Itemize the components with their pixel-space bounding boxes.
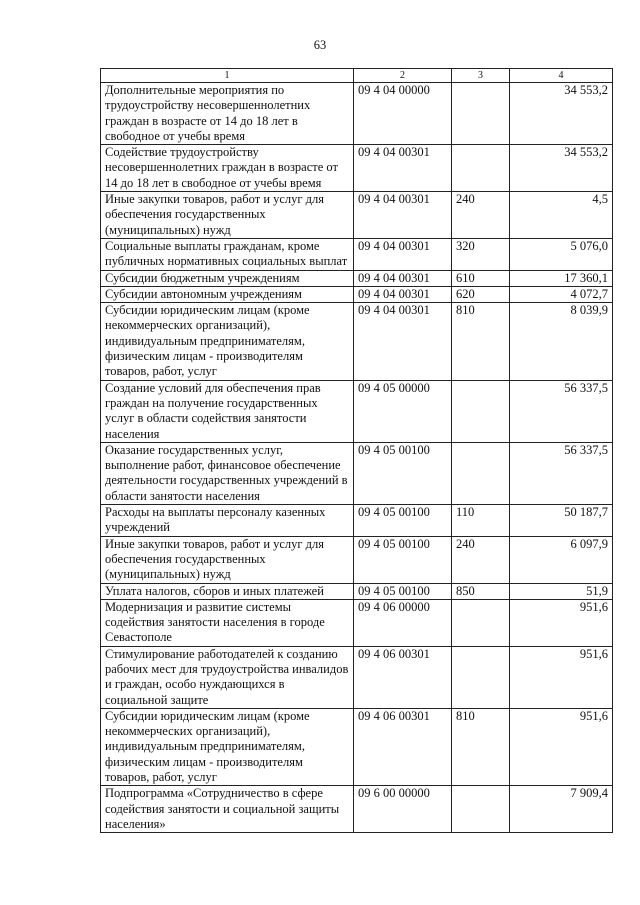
row-code: 09 4 05 00100 bbox=[354, 442, 452, 504]
column-header-2: 2 bbox=[354, 69, 452, 83]
row-code: 09 4 06 00301 bbox=[354, 708, 452, 785]
row-type: 850 bbox=[452, 583, 510, 599]
row-name: Социальные выплаты гражданам, кроме публичных нормативных социальных выплат bbox=[101, 238, 354, 270]
column-header-1: 1 bbox=[101, 69, 354, 83]
row-type bbox=[452, 646, 510, 708]
row-amount: 50 187,7 bbox=[510, 505, 613, 537]
column-header-4: 4 bbox=[510, 69, 613, 83]
row-name: Дополнительные мероприятия по трудоустройству несовершеннолетних граждан в возрасте от 14 до 18 лет в свободное от учебы время bbox=[101, 83, 354, 145]
row-code: 09 4 04 00000 bbox=[354, 83, 452, 145]
row-code: 09 4 04 00301 bbox=[354, 145, 452, 192]
row-type bbox=[452, 599, 510, 646]
row-amount: 51,9 bbox=[510, 583, 613, 599]
row-name: Модернизация и развитие системы содействия занятости населения в городе Севастополе bbox=[101, 599, 354, 646]
row-amount: 951,6 bbox=[510, 599, 613, 646]
row-amount: 17 360,1 bbox=[510, 270, 613, 286]
row-type: 810 bbox=[452, 708, 510, 785]
row-code: 09 4 04 00301 bbox=[354, 270, 452, 286]
row-code: 09 6 00 00000 bbox=[354, 786, 452, 833]
page-number: 63 bbox=[313, 38, 327, 52]
row-code: 09 4 04 00301 bbox=[354, 303, 452, 380]
row-type bbox=[452, 83, 510, 145]
row-amount: 951,6 bbox=[510, 646, 613, 708]
row-code: 09 4 06 00000 bbox=[354, 599, 452, 646]
row-amount: 6 097,9 bbox=[510, 536, 613, 583]
budget-table bbox=[100, 68, 613, 833]
row-type bbox=[452, 786, 510, 833]
row-name: Иные закупки товаров, работ и услуг для обеспечения государственных (муниципальных) нужд bbox=[101, 192, 354, 239]
table-row bbox=[101, 646, 613, 708]
row-code: 09 4 05 00000 bbox=[354, 380, 452, 442]
row-name: Субсидии юридическим лицам (кроме некоммерческих организаций), индивидуальным предпринимателям, физическим лицам - производителям товаров, работ, услуг bbox=[101, 303, 354, 380]
row-type: 240 bbox=[452, 192, 510, 239]
row-amount: 56 337,5 bbox=[510, 380, 613, 442]
row-name: Создание условий для обеспечения прав граждан на получение государственных услуг в области содействия занятости населения bbox=[101, 380, 354, 442]
row-amount: 34 553,2 bbox=[510, 83, 613, 145]
table-row bbox=[101, 83, 613, 145]
column-header-3: 3 bbox=[452, 69, 510, 83]
row-code: 09 4 05 00100 bbox=[354, 505, 452, 537]
row-name: Уплата налогов, сборов и иных платежей bbox=[101, 583, 354, 599]
table-row bbox=[101, 505, 613, 537]
row-amount: 4,5 bbox=[510, 192, 613, 239]
row-code: 09 4 05 00100 bbox=[354, 536, 452, 583]
row-name: Содействие трудоустройству несовершеннолетних граждан в возрасте от 14 до 18 лет в свободное от учебы время bbox=[101, 145, 354, 192]
row-amount: 8 039,9 bbox=[510, 303, 613, 380]
row-amount: 5 076,0 bbox=[510, 238, 613, 270]
table-row bbox=[101, 286, 613, 302]
row-code: 09 4 05 00100 bbox=[354, 583, 452, 599]
row-type bbox=[452, 145, 510, 192]
row-code: 09 4 04 00301 bbox=[354, 286, 452, 302]
row-name: Субсидии юридическим лицам (кроме некоммерческих организаций), индивидуальным предпринимателям, физическим лицам - производителям товаров, работ, услуг bbox=[101, 708, 354, 785]
row-name: Подпрограмма «Сотрудничество в сфере содействия занятости и социальной защиты населения» bbox=[101, 786, 354, 833]
table-row bbox=[101, 536, 613, 583]
table-row bbox=[101, 192, 613, 239]
table-row bbox=[101, 380, 613, 442]
row-type: 610 bbox=[452, 270, 510, 286]
row-type: 810 bbox=[452, 303, 510, 380]
row-name: Оказание государственных услуг, выполнение работ, финансовое обеспечение деятельности государственных учреждений в области занятости населения bbox=[101, 442, 354, 504]
table-row bbox=[101, 442, 613, 504]
row-name: Иные закупки товаров, работ и услуг для обеспечения государственных (муниципальных) нужд bbox=[101, 536, 354, 583]
row-type: 240 bbox=[452, 536, 510, 583]
table-row bbox=[101, 708, 613, 785]
row-type bbox=[452, 442, 510, 504]
row-name: Расходы на выплаты персоналу казенных учреждений bbox=[101, 505, 354, 537]
row-amount: 4 072,7 bbox=[510, 286, 613, 302]
row-type: 320 bbox=[452, 238, 510, 270]
row-amount: 951,6 bbox=[510, 708, 613, 785]
table-row bbox=[101, 583, 613, 599]
row-code: 09 4 06 00301 bbox=[354, 646, 452, 708]
row-code: 09 4 04 00301 bbox=[354, 192, 452, 239]
table-row bbox=[101, 599, 613, 646]
row-name: Субсидии бюджетным учреждениям bbox=[101, 270, 354, 286]
row-name: Субсидии автономным учреждениям bbox=[101, 286, 354, 302]
table-row bbox=[101, 270, 613, 286]
row-amount: 34 553,2 bbox=[510, 145, 613, 192]
table-row bbox=[101, 145, 613, 192]
table-row bbox=[101, 303, 613, 380]
row-type: 110 bbox=[452, 505, 510, 537]
row-amount: 56 337,5 bbox=[510, 442, 613, 504]
row-amount: 7 909,4 bbox=[510, 786, 613, 833]
table-row bbox=[101, 238, 613, 270]
row-code: 09 4 04 00301 bbox=[354, 238, 452, 270]
row-type bbox=[452, 380, 510, 442]
row-type: 620 bbox=[452, 286, 510, 302]
table-row bbox=[101, 786, 613, 833]
row-name: Стимулирование работодателей к созданию рабочих мест для трудоустройства инвалидов и граждан, особо нуждающихся в социальной защите bbox=[101, 646, 354, 708]
table-header-row bbox=[101, 69, 613, 83]
